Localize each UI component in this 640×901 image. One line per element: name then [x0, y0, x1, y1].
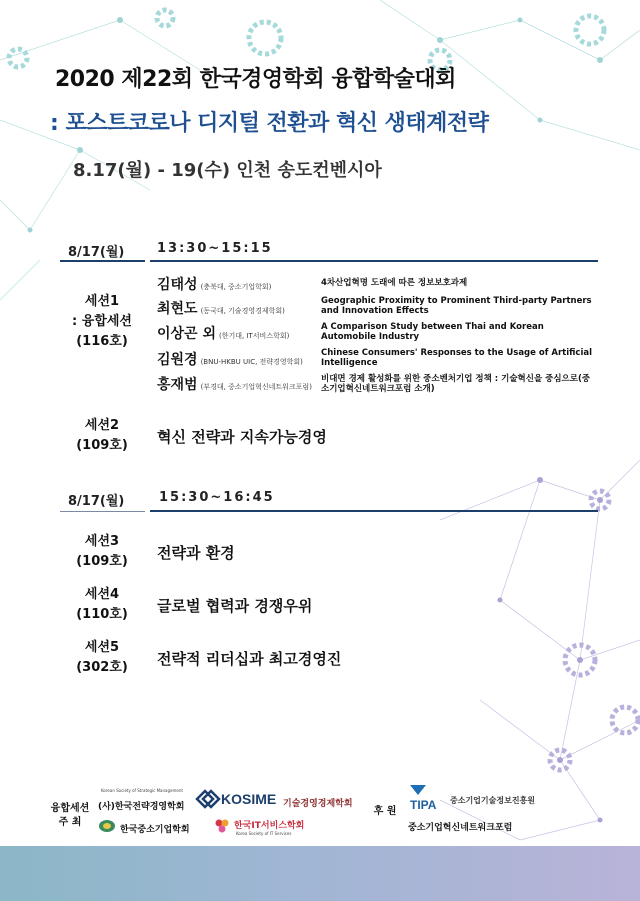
session1-room: (116호): [76, 334, 128, 349]
org-tipa: 중소기업기술정보진흥원: [450, 796, 536, 805]
speaker-affiliation: (BNU-HKBU UIC, 전략경영학회): [200, 358, 303, 366]
speaker-name: 최현도 (동국대, 기술경영경제학회): [157, 301, 285, 317]
footer-bar: [0, 846, 640, 901]
speaker-name: 이상곤 외 (한기대, IT서비스학회): [157, 326, 290, 342]
host-label: [40, 802, 100, 830]
session1-label: [62, 292, 142, 352]
org-its: 한국IT서비스학회: [234, 821, 305, 831]
date-venue: 8.17(월) - 19(수) 인천 송도컨벤시아: [73, 160, 382, 181]
speaker-affiliation: (동국대, 기술경영경제학회): [200, 307, 285, 315]
session4-title: 글로벌 협력과 경쟁우위: [157, 597, 313, 615]
speaker-affiliation: (부경대, 중소기업혁신네트워크포럼): [200, 383, 312, 391]
org-its-en: Korea Society of IT Services: [236, 831, 292, 836]
block2-date-rule: [60, 511, 145, 512]
speaker-affiliation: (한기대, IT서비스학회): [218, 332, 290, 340]
block1-date-rule: [60, 260, 145, 262]
paper-title: Chinese Consumers' Responses to the Usage of Artificial Intelligence: [321, 348, 593, 368]
block2-time: 15:30~16:45: [159, 490, 275, 505]
paper-title: 비대면 경제 활성화를 위한 중소벤처기업 정책 : 기술혁신을 중심으로(중소기업혁신네트워크포럼 소개): [321, 374, 591, 394]
paper-title: 4차산업혁명 도래에 따른 정보보호과제: [321, 278, 468, 288]
session3-name: 세션3: [84, 534, 120, 549]
speaker-affiliation: (충북대, 중소기업학회): [200, 283, 272, 291]
session3-room: (109호): [76, 554, 128, 569]
block1-date: 8/17(월): [68, 245, 125, 260]
paper-title: A Comparison Study between Thai and Korean Automobile Industry: [321, 322, 544, 342]
org-strategic-en: Korean Society of Strategic Management: [101, 788, 183, 793]
block1-time: 13:30~15:15: [157, 241, 273, 256]
session3-title: 전략과 환경: [157, 544, 235, 562]
org-kosime: 기술경영경제학회: [283, 799, 353, 809]
host-label-host: 주 최: [58, 817, 82, 828]
speaker-name: 김원경 (BNU-HKBU UIC, 전략경영학회): [157, 352, 303, 368]
session1-type: : 융합세션: [72, 314, 132, 329]
kosime-logo-text: KOSIME: [221, 791, 276, 807]
session4-label: [62, 585, 142, 625]
tipa-logo-text: TIPA: [410, 798, 437, 811]
paper-title: Geographic Proximity to Prominent Third-party Partners and Innovation Effects: [321, 296, 592, 316]
block2-time-rule: [150, 510, 598, 512]
block1-time-rule: [150, 260, 598, 262]
session2-name: 세션2: [84, 418, 120, 433]
tipa-logo: [408, 783, 446, 811]
org-network: 중소기업혁신네트워크포럼: [408, 823, 513, 833]
page-title: 2020 제22회 한국경영학회 융합학술대회: [55, 67, 456, 92]
its-logo-icon: [214, 818, 230, 834]
session5-label: [62, 638, 142, 678]
session1-name: 세션1: [84, 294, 120, 309]
session3-label: [62, 532, 142, 572]
host-label-session: 융합세션: [50, 803, 90, 814]
block2-date: 8/17(월): [68, 494, 125, 509]
session5-title: 전략적 리더십과 최고경영진: [157, 650, 342, 668]
session5-name: 세션5: [84, 640, 120, 655]
session2-label: [62, 416, 142, 456]
session4-name: 세션4: [84, 587, 120, 602]
session2-title: 혁신 전략과 지속가능경영: [157, 428, 327, 446]
speaker-name: 홍재범 (부경대, 중소기업혁신네트워크포럼): [157, 377, 312, 393]
speaker-name: 김태성 (충북대, 중소기업학회): [157, 277, 272, 293]
session2-room: (109호): [76, 438, 128, 453]
support-label: 후 원: [373, 806, 397, 817]
org-strategic: (사)한국전략경영학회: [98, 802, 185, 812]
session4-room: (110호): [76, 607, 128, 622]
kosime-logo: [194, 786, 276, 812]
session5-room: (302호): [76, 660, 128, 675]
org-sme: 한국중소기업학회: [120, 825, 190, 835]
sme-logo-icon: [97, 818, 117, 834]
page-subtitle: : 포스트코로나 디지털 전환과 혁신 생태계전략: [50, 111, 489, 136]
